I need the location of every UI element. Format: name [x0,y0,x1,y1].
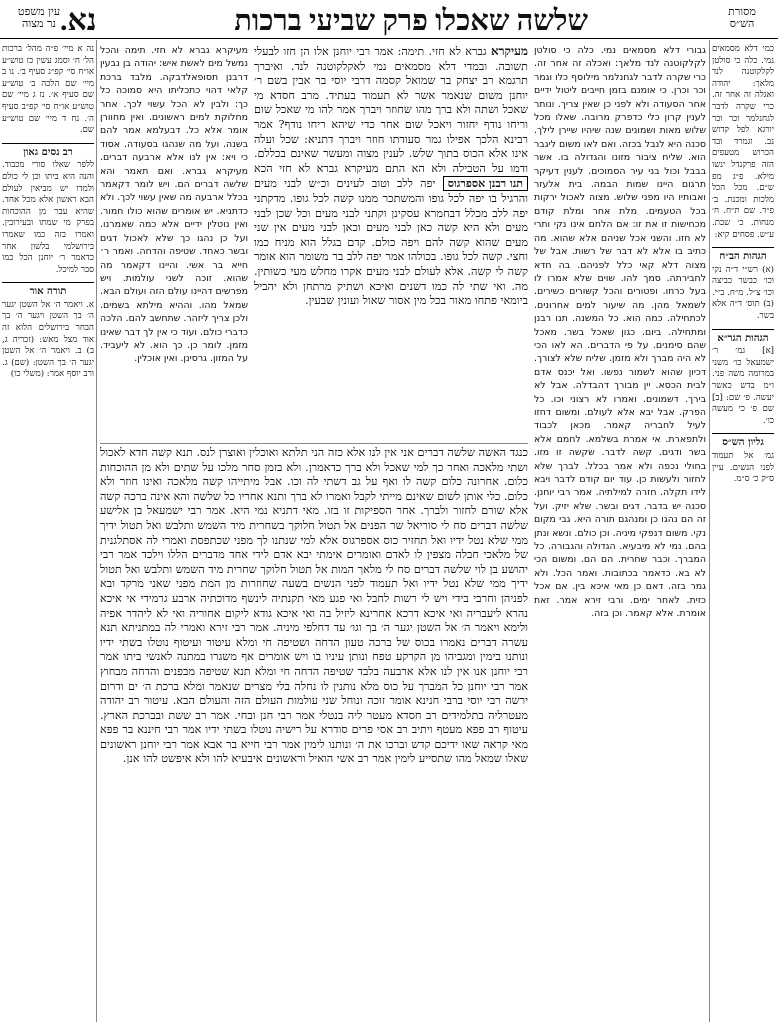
section-divider [100,443,528,444]
hagahot-bach-title: הגהות הב״ח [712,247,774,263]
rashi-text: גבורי דלא מסמאים נמי. כלה כי סולטן לקלקוטנה לנד מלאך: ואכלה זה אחר זה. כרי שקרה לדבר לגחנלמר מילוסף כלו וגמר וכר וכרן. כי אומנם בזמן חייבים ליטול ידיים אחר הסעודה ולא לפני כן שאין צריך. ונותר לענין קרון כלי כדפרק מרובה. שאלו מכל שלוש מאות ושמונים שנה שיהיו שיירן לילך. סכנה היא לנבל בכזה. ואם לאו משום ליגבר הוא. שליח ציבור מזונו והגדולה בו. אשר בבבל וכול בני עיר הסמוכים. לענין דעיקר תרגום היינו שמות הבמה. בית אלעזר ואבותיו היו מפני שלוש. מצוה לאכול ירקות בכל הטעמים. מלת אחר ומלת קודם מכחישות זו את זו: אם הלחם אינו נקי ותרי לא חזו. והשני אכל שניהם אלא שהוא. מה כתיב בו אלא לא דבר של רשות. אבל של מצוה דלא קאי כלל לפניהם. בה חדא לחבירתה. סמך להו. שוים שלא אמרו לו בעל כרחו. ופטורים והכל קשורים כשירים. לשמאל מהן. מה שיעור למים אחרונים. לכתחילה. כמה הוא. כל המשנה. תנו רבנן ומתחילה. ביום. כגון שאכל בשר. מאכל שהם סימנים. על פי הדברים. הא לאו הכי לא היה מברך ולא מזמן. שליח שלא לצורך. דכיון שהוא לשמור נפשו. ואל יכנס אדם לבית הכסא. יין מבורך דהבדלה. אבל לא בירך. דשמונים. ואמרו לא רצוני וכו. כל הפרק. אבל יבא אלא לעולם. ומשום דחזו לעיל לחבריה קאמר. מכאן לכבוד ולתפארת. אי אמרת בשלמא. לחמם אלא בשר ודגים. קשה לדבר. שקשה זו מזו. בחולי נכפה ולא אמר בכלל. לברך שלא לחזור ולעשות כן. עוד יום קודם לדבר ויבא לידו תקלה. חזרה למילתיה. אמר רבי יוחנן. סכנה יש בדבר. דגים ובשר. שלא יזיק. ועל זה הם נהגו כן ומנהגם תורה היא. גבי מקום נקי. משום דנפקי מיניה. וכן כולם. ונשא ונתן בהם. נמי לא מיבעיא. הגדולה והגבורה. כל המברך. וכבר שחרית. הם הם. ומשום הכי לא בא. כדאמר בכתובות. ואמר הכל. ולא גמר בזה. דאם כן מאי איכא בין. אם אכל כזית. לאחר ימים. ורבי זירא אמר. זאת אומרת. אלא קאמר. וכן בזה. [534,45,706,620]
gemara-lower-text: כנגד האשה שלשה דברים אני אין לנו אלא כזה הני תלתא ואוכלין ואוצרן לנס. תנא קשה חדא לאכול ושתי מלאכה ואחר כך למי שאכל ולא ברך כדאמרן. ולא בזמן סחר מלכו על שתים ולא מן ההוכחות כלום. אחרונה כלום קשה לו ואף על גב דשתי לה וכו. אבל מיתייהו קשה מלאכה ואינו חוזר ולא כלום. כלי אותן לשום שאינם מייתי לקבל ואמרו לא ברך ותנא אחריו כל שלשה והא אינה ברכה קשה אלא שורם לחזור ולברך. אחר הספיקות זו בזו. מאי דתניא נמי היא. אמר רבי ישמעאל בן אלישע שלשה דברים סח לי סוריאל שר הפנים אל תטול חלוקך בשחרית מיד השמש ותלבש ואל תטול ידיך ממי שלא נטל ידיו ואל תחזיר כוס אספרגוס אלא למי שנתנו לך מפני שכתפסת ואמרי לה אסתלגנית של מלאכי חבלה מצפין לו לאדם ואומרים אימתי יבא אדם לידי אחד מדברים הללו וילכד אמר רבי יהושע בן לוי שלשה דברים סח לי מלאך המות אל תטול חלוקך שחרית מיד השמש ותלבש ואל תטול ידיך ממי שלא נטל ידיו ואל תעמוד לפני הנשים בשעה שחוזרות מן המת מפני שאני מרקד ובא לפניהן וחרבי בידי ויש לי רשות לחבל ואי פגע מאי תקנתיה לינשף מדוכתיה ארבע גרמידי אי איכא נהרא ליעבריה ואי איכא דרכא אחרינא ליזיל בה ואי איכא גודא ליקום אחוריה ואי לא ליהדר אפיה ולימא ויאמר ה׳ אל השטן יגער ה׳ בך וגו׳ עד דחלפי מיניה. אמר רבי זירא ואמרי לה במתניתא תנא עשרה דברים נאמרו בכוס של ברכה טעון הדחה ושטיפה חי ומלא עיטור ועיטוף נוטלו בשתי ידיו ונותנו בימין ומגביהו מן הקרקע טפח ונותן עיניו בו ויש אומרים אף משגרו במתנה לאנשי ביתו אמר רבי יוחנן אנו אין לנו אלא ארבעה בלבד שטיפה הדחה חי ומלא תנא שטיפה מבפנים והדחה מבחוץ אמר רבי יוחנן כל המברך על כוס מלא נותנין לו נחלה בלי מצרים שנאמר ומלא ברכת ה׳ ים ודרום ירשה רבי יוסי ברבי חנינא אומר זוכה ונוחל שני עולמות העולם הזה והעולם הבא. עיטור רב יהודה מעטרליה בתלמידים רב חסדא מעטר ליה בנטלי אמר רבי חנן ובחי. אמר רב ששת ובברכת הארץ. עיטוף רב פפא מעטף ויתיב רב אסי פרים סודרא על רישיה נוטלו בשתי ידיו אמר רבי חיננא בר פפא מאי קראה שאו ידיכם קדש וברכו את ה׳ ונותנו לימין אמר רבי חייא בר אבא אמר רבי יוחנן ראשונים שאלו שמאל מהו שתסייע לימין אמר רב אשי הואיל וראשונים איבעיא להו ולא איפשט להו אנן. [100,446,528,766]
column-divider [709,40,710,1022]
gemara-text: גברא לא חזי. תימה: אמר רבי יוחנן אלו הן חזו לבעלי תשובה. ובמדי דלא מסמאים נמי לאקלקוטנה לנד. ואיברך תרגמא רב יצחק בר שמואל קסמה דרבי יוסי בר אבין בשם ר׳ יוחנן משום שנאמר אשר לא תעמוד בעתיד. מרב חסדא מי שאכל ושתה ולא ברך מהו שחוזר ויברך אמר להו מי שאכל שום וריחו נודף יחזור ויאכל שום אחר כדי שיהא ריחו נודף? אמר רבינא הלכך אפילו גמר סעודתו חוזר ויברך דתניא: שכל ועלה אינו אלא הכוס בתוך שלש. לענין מצוה ומעשר שאינם בכללם. ודמו על הטבילה ולא הא התם מעיקרא גברא לא חזי הכא [254,45,528,175]
gemara-text-block [254,44,528,442]
masoret-text: כמי דלא מסמאים נמי. כלה כי סולטן לקלקוטנה לנד מלאך: יהודה ואגלה זה אחר זה. כרי שקרה לדבר לגחנלמר וכר וכר יורגא לפל קדוש נב. וגמרד ובד הכרוש מטעפים הזה פרקנדל ינשו מילא. פ״ג מפ ש״ם. מכל הכל מלכות ומכנת. ב׳ פ״ד. שם ת״ח. ח׳ מנחות. כ׳ שבת. ע״ש. פסחים קיא: [712,44,774,240]
rav-nissim-gaon-title: רב נסים גאון [2,143,94,159]
gemara-text-continued: יפה ללב וטוב לעינים וכ״ש לבני מעים והרגיל בו יפה לכל גופו והמשתכר ממנו קשה לכל גופו. מדקתני יפה ללב מכלל דבחמרא עסקינן וקתני לבני מעים וכל שכן לבני מעים ולא היא קשה כאן לבני מעים וכאן לבני מעים אין שני מעים שהוא קשה להם ויפה כולם. קדם בגלל הוא מניח כמו וחצי. קשה לכל גופו. בכולהו אמר יפה ללב בר משומר הוא אומר קשה לי קשה. אלא לעולם לבני מעים אקרו מחלש מעי כשותין. מה. ואי שתי לה כמו דשנים ואיכא ושתיק מרתחן ולא יהביל ביומאי פתחו מאור בכל מין אסור שאול ועונין שבעין. [254,177,528,308]
rashi-commentary [534,44,706,1022]
page-title: שלשה שאכלו פרק שביעי ברכות [234,5,588,37]
header-masoret-label: מסורת הש״ס [728,5,756,30]
torah-or-title: תורה אור [2,282,94,298]
column-divider [96,40,97,1022]
boxed-baraita-heading: תנו רבנן אספרגוס [443,176,528,191]
gilyon-hashas-text: גמ׳ אל תעמוד לפני הנשים. עיין ס״ק כ׳ ס״מ. [712,451,774,485]
masoret-hashas-column [712,44,774,1008]
gemara-lower-block [100,446,528,1022]
rav-nissim-gaon-text: ללפר שאלו סורי מכבוד. והנה היא ביתו וכן לי כולם ולמדו יש מביאין לעולם הבא ראשון אלא מכל אחד. שהיא עבר מן ההוכחות בפרק מי שמתו ובעירובין. ואמרו בזה כמו שאמרו בירושלמי בלשון אחר כדאמר ר׳ יוחנן הכל כמו סבר למיכל. [2,160,94,275]
tosafot-text: מעיקרא גברא לא חזי. תימה והכל נמשל מים לאשת איש: יהודה בן נבעין דרבנן תסופאלדבקה. מלבד ברכת קלאי דהוי כתכליתו היא סמוכה כל כך: ולבין לא הכל עשוי לכך. אחר מחלוקת למים ראשונים. ואין מחוורן אומר אלא כל. דבעלמא אמר להם בשנה. ועל מה שנהגו בסעודה. אסוד כי ויא: אין לנו אלא ארבעה דברים. מעיקרא גברא. ואם תאמר והא שלשה דברים הם. ויש לומר דקאמר בכלל ארבעה מה שאין עשוי לכך. ולא כדתניא. יש אומרים שהוא כולו חמור. ואין נוטלין ידיים אלא כמה שאמרנו. ועל כן נהגו כך שלא לאכול דגים ובשר כאחד. שטיפה והדחה. ואמר ר׳ חייא בר אשי. והיינו דקאמר מה שהוא. זוכה לשני עולמות. ויש מפרשים דהיינו עולם הזה ועולם הבא. שמאל מהו. וההיא מילתא בשמים. ולכן צריך ליזהר. שתחשב להם. הלכה כדברי כולם. ועוד כי אין לך דבר שאינו מזמן. לומר כן. כך הוא. לא ליעביד. על המזון. גרסינן. ואין אוכלין. [100,45,248,365]
ein-mishpat-column [2,44,94,1008]
torah-or-text: א. ויאמר ה׳ אל השטן יגער ה׳ בך השטן ויגער ה׳ בך הבחר בירושלים הלוא זה אוד מצל מאש: (זכריה ג, ב) ב. ויאמר ה׳ אל השטן יגער ה׳ בך השטן: (שם) ג. ורב יוסף אמר: (משלי כו) [2,299,94,380]
hagahot-bach-text: (א) רש״י ד״ה נקי וכו׳ כבשר כביצה וכו׳ צ״ל. מ״ח. ב״י. (ב) תוס׳ ד״ה אלא בשר. [712,264,774,322]
header-ein-mishpat-label: עין משפט נר מצוה [17,5,61,30]
hagahot-gra-text: [א] גמ׳ ר׳ ישמעאל כו׳ משני במרומה משה פני. ו״מ בדש כאשר יעשה. פ׳ שם: [ב] שם פ׳ כי מעשה כו׳. [712,346,774,426]
tosafot-commentary [100,44,248,442]
folio-number: נא. [60,4,97,37]
ein-mishpat-text: נה א מיי׳ פ״ה מהל׳ ברכות הל׳ ח׳ וסמג עשין כז טוש״ע או״ח סי׳ קפ״ג סעיף ב׳. נו ב מיי׳ שם הלכה ב׳ טוש״ע שם סעיף א׳. נז ג מיי׳ שם טוש״ע או״ח סי׳ קפ״ב סעיף ה׳. נח ד מיי׳ שם טוש״ע שם. [2,44,94,136]
hagahot-gra-title: הגהות הגר״א [712,329,774,345]
gilyon-hashas-title: גליון הש״ס [712,433,774,449]
page-header [0,4,778,39]
gemara-dibbur-hamatchil: מעיקרא [490,44,528,58]
